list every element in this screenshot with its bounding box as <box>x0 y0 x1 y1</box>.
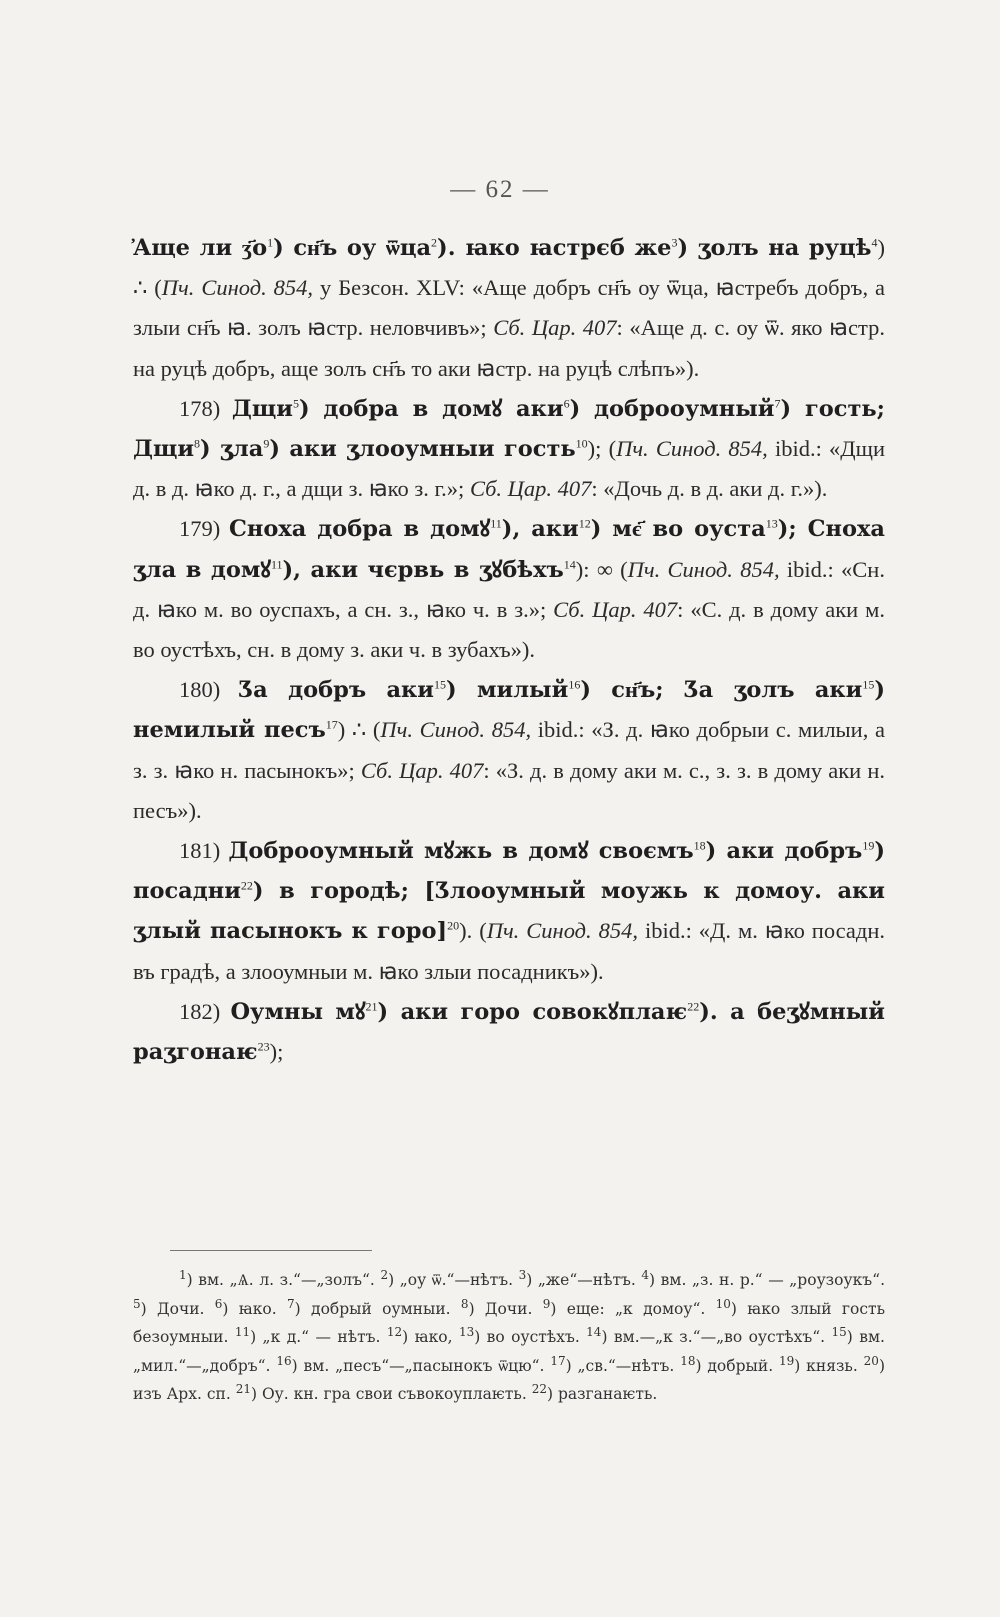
text-run: ) вм. „песъ“—„пасынокъ ѿцю“. <box>291 1356 551 1375</box>
body-text <box>133 228 885 1072</box>
text-run: : «З. д. в дому аки м. с., з. з. в дому аки н. песъ»). <box>133 757 885 823</box>
footnote-ref: 17 <box>325 717 338 732</box>
text-run: Пч. Синод. 854, <box>627 556 780 582</box>
text-run: Пч. Синод. 854, <box>486 918 638 944</box>
footnotes <box>133 1266 885 1409</box>
text-run: ), аки чєрвь в ӡꙋбѣхъ <box>282 556 564 583</box>
text-run: : «С. д. в дому аки м. во оустѣхъ, сн. в дому з. аки ч. в зубахъ»). <box>133 596 885 663</box>
footnote-ref: 15 <box>433 677 446 692</box>
footnote-ref: 18 <box>680 1353 696 1368</box>
text-run: ) еще: „к домоу“. <box>550 1299 716 1318</box>
text-run: 181) <box>179 838 229 864</box>
text-run: 182) <box>179 998 231 1024</box>
footnote-ref: 9 <box>263 436 270 451</box>
text-run: ibid.: «З. д. ꙗко добрыи с. милыи, а з. з. ꙗко н. пасынокъ»; <box>133 717 885 783</box>
footnote-ref: 7 <box>287 1296 295 1311</box>
text-run: ) мє҃ во оуста <box>590 516 766 543</box>
footnote-ref: 3 <box>671 235 678 250</box>
entry-180 <box>133 670 885 831</box>
footnote-ref: 12 <box>386 1325 403 1340</box>
footnote-ref: 11 <box>270 557 283 572</box>
footnote-ref: 6 <box>214 1296 223 1311</box>
text-run: ) „к д.“ — нѣтъ. <box>250 1328 387 1347</box>
text-run: ); <box>269 1039 284 1065</box>
footnote-ref: 5 <box>292 396 299 411</box>
footnote-ref: 11 <box>234 1325 251 1340</box>
text-run: ) ӡла <box>200 436 264 463</box>
text-run: ) Дочи. <box>140 1299 215 1318</box>
footnote-ref: 9 <box>542 1296 551 1311</box>
footnote-ref: 3 <box>518 1267 527 1282</box>
text-run: ). а беӡꙋмный раӡгонаѥ <box>133 998 885 1066</box>
text-run: ) ꙗко злый гость безоумныи. <box>133 1299 886 1347</box>
text-run: Сб. Цар. 407 <box>469 476 592 502</box>
text-run: ); Сноха ӡла в домꙋ <box>133 516 885 583</box>
footnote-ref: 20 <box>863 1353 879 1368</box>
text-run: ) изъ Арх. сп. <box>133 1356 885 1404</box>
footnote-ref: 13 <box>765 516 778 531</box>
text-run: ) милый <box>445 677 569 704</box>
footnote-ref: 14 <box>586 1325 602 1340</box>
text-run: 180) <box>179 677 239 703</box>
text-run: ); ( <box>587 436 617 462</box>
text-run: ) ꙗко, <box>402 1328 459 1347</box>
footnote-ref: 4 <box>871 235 878 250</box>
text-run: ) добрый. <box>695 1356 779 1375</box>
text-run: ). ꙗко ꙗстрєб же <box>437 235 672 261</box>
entry-179 <box>133 509 885 670</box>
text-run: ) сн҃ъ; Ӡа ӡолъ аки <box>580 677 863 704</box>
text-run: ) аки ӡлооумныи гость <box>269 436 576 463</box>
text-run: ) вм. „з. н. р.“ — „роузоукъ“. <box>649 1271 885 1289</box>
text-run: ) сн҃ъ оу ѿца <box>273 235 432 261</box>
text-run: ) добра в домꙋ аки <box>298 395 564 422</box>
text-run: Пч. Синод. 854, <box>161 275 314 301</box>
footnote-ref: 11 <box>490 516 502 531</box>
text-run: ibid.: «Дщи д. в д. ꙗко д. г., а дщи з. ꙗко з. г.»; <box>133 436 885 502</box>
text-run: Оумны мꙋ <box>230 998 366 1025</box>
text-run: Доброоумный мꙋжь в домꙋ своємъ <box>228 838 694 865</box>
footnote-ref: 2 <box>431 235 438 250</box>
footnote-ref: 16 <box>568 677 581 692</box>
text-run: ) вм.—„к з.“—„во оустѣхъ“. <box>601 1328 832 1347</box>
text-run: Пч. Синод. 854, <box>616 436 768 462</box>
text-run: Дщи <box>231 395 293 422</box>
footnote-ref: 19 <box>778 1353 795 1368</box>
text-run: ) в городѣ; [Ӡлооумный моужь к домоу. аки ӡлый пасынокъ к горо] <box>133 878 885 945</box>
text-run: ) немилый песъ <box>133 677 886 744</box>
text-run: ) князь. <box>794 1356 864 1375</box>
footnote-ref: 20 <box>447 918 460 933</box>
text-run: ) посадни <box>133 838 885 905</box>
footnote-ref: 10 <box>575 436 588 451</box>
footnote-ref: 22 <box>687 999 700 1014</box>
text-run: ibid.: «Сн. д. ꙗко м. во оуспахъ, а сн. з., ꙗко ч. в з.»; <box>133 556 885 622</box>
footnote-ref: 8 <box>194 436 201 451</box>
footnote-ref: 1 <box>267 235 274 250</box>
footnote-ref: 1 <box>179 1267 187 1282</box>
text-run: : «Дочь д. в д. аки д. г.»). <box>591 476 828 502</box>
footnote-ref: 21 <box>365 999 378 1014</box>
entry-178 <box>133 389 885 510</box>
page-number: — 62 — <box>450 176 550 203</box>
footnote-ref: 10 <box>715 1296 731 1311</box>
text-run: Сноха добра в домꙋ <box>228 516 491 543</box>
text-run: ) ∴ ( <box>337 717 381 743</box>
text-run: Ӡа добръ аки <box>238 677 434 704</box>
text-run: Сб. Цар. 407 <box>360 757 484 783</box>
paragraph-continuation <box>133 228 885 389</box>
footnote-ref: 21 <box>235 1382 251 1397</box>
text-run: ), аки <box>501 516 579 543</box>
text-run: ) ∴ ( <box>133 235 886 301</box>
entry-181 <box>133 831 885 992</box>
text-run: 178) <box>179 395 232 421</box>
footnote-ref: 12 <box>578 516 591 531</box>
text-run: ). ( <box>459 918 487 944</box>
text-run: ) „св.“—нѣтъ. <box>565 1356 681 1375</box>
text-run: ) разганаѥть. <box>546 1385 658 1404</box>
text-run: ҆Аще ли ӡ҃о <box>133 235 268 261</box>
footnote-ref: 18 <box>693 838 706 853</box>
text-run: ) во оустѣхъ. <box>474 1328 587 1347</box>
footnote-text <box>133 1266 885 1409</box>
text-run: Сб. Цар. 407 <box>493 315 617 341</box>
footnote-ref: 14 <box>563 557 576 572</box>
text-run: ) вм. „Ѧ. л. з.“—„золъ“. <box>186 1271 381 1289</box>
footnote-ref: 2 <box>380 1267 389 1282</box>
text-run: ) добрый оумныи. <box>294 1299 461 1318</box>
text-run: ) аки горо совокꙋплаѥ <box>377 998 688 1025</box>
text-run: ) доброоумный <box>569 395 775 422</box>
text-run: ) „же“—нѣтъ. <box>526 1271 642 1289</box>
footnote-ref: 8 <box>460 1296 469 1311</box>
text-run: Сб. Цар. 407 <box>553 596 678 622</box>
footnote-ref: 15 <box>831 1325 847 1340</box>
text-run: : «Аще д. с. оу ѿ. яко ꙗстр. на руцѣ добръ, аще золъ сн҃ъ то аки ꙗстр. на руцѣ слѣпъ»). <box>133 315 885 381</box>
text-run: ) Оу. кн. гра свои съвокоуплаѥть. <box>250 1385 532 1404</box>
footnote-ref: 15 <box>862 677 875 692</box>
text-run: ) аки добръ <box>705 838 863 865</box>
footnote-ref: 7 <box>774 396 781 411</box>
footnote-ref: 19 <box>862 838 875 853</box>
footnote-ref: 22 <box>240 878 253 893</box>
footnote-ref: 5 <box>133 1296 141 1311</box>
text-run: 179) <box>179 516 229 542</box>
text-run: ) гость; Дщи <box>133 395 885 463</box>
text-run: ) вм. „мил.“—„добръ“. <box>133 1328 885 1375</box>
text-run: Пч. Синод. 854, <box>380 717 532 743</box>
footnote-rule <box>170 1250 372 1251</box>
text-run: ) Дочи. <box>468 1299 543 1318</box>
footnote-ref: 17 <box>550 1353 566 1368</box>
footnote-ref: 6 <box>563 396 570 411</box>
footnote-ref: 23 <box>257 1039 270 1054</box>
footnote-ref: 16 <box>276 1353 292 1368</box>
text-run: ibid.: «Д. м. ꙗко посадн. въ градѣ, а злооумныи м. ꙗко злыи посадникъ»). <box>133 918 885 984</box>
text-run: ) „оу ѿ.“—нѣтъ. <box>388 1271 519 1289</box>
text-run: ): ∞ ( <box>575 556 628 582</box>
text-run: ) ꙗко. <box>222 1299 288 1318</box>
footnote-ref: 13 <box>458 1325 475 1340</box>
text-run: у Безсон. XLV: «Аще добръ сн҃ъ оу ѿца, ꙗстребъ добръ, а злыи сн҃ъ ꙗ. золъ ꙗстр. неловчивъ»; <box>133 275 886 341</box>
entry-182 <box>133 992 885 1072</box>
text-run: ) ӡолъ на руцѣ <box>677 235 872 261</box>
footnote-ref: 4 <box>641 1267 650 1282</box>
footnote-ref: 22 <box>531 1382 547 1397</box>
